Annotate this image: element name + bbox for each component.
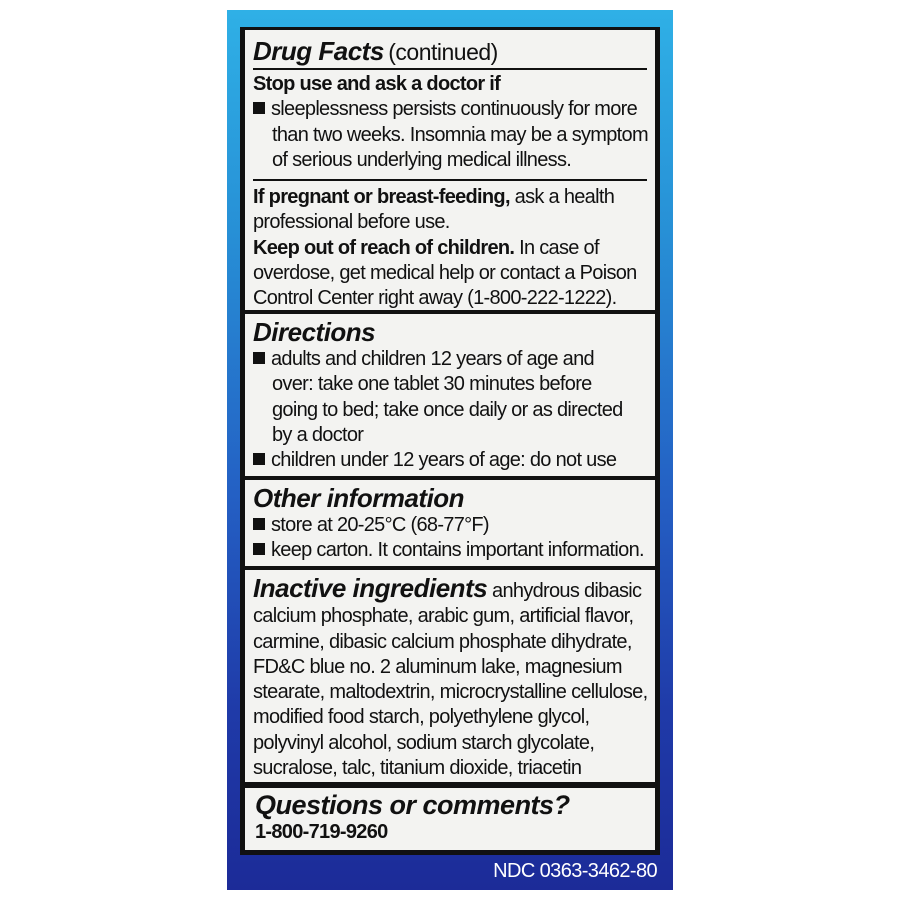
bullet-icon [253,352,265,364]
text: store at 20-25°C (68-77°F) [271,514,489,536]
text: Keep out of reach of children. [253,236,515,259]
stop-use-heading: Stop use and ask a doctor if [253,73,501,95]
text: stearate, maltodextrin, microcrystalline cellulose, [253,681,648,704]
other-info-heading: Other information [253,483,465,513]
inactive-heading: Inactive ingredients [253,573,488,603]
text: over: take one tablet 30 minutes before [272,373,592,396]
title-continued: (continued) [388,39,498,65]
text: than two weeks. Insomnia may be a symptom [272,123,648,146]
directions-bullet [253,448,647,473]
section-inactive-ingredients [245,570,655,782]
text: going to bed; take once daily or as directed [272,398,623,421]
drug-facts-title [253,36,647,70]
drug-facts-panel [240,27,660,855]
text: Control Center right away (1-800-222-1222). [253,287,617,310]
text: overdose, get medical help or contact a Poison [253,262,637,285]
text: of serious underlying medical illness. [272,148,572,171]
ndc-number: NDC 0363-3462-80 [493,860,657,882]
text: modified food starch, polyethylene glycol, [253,706,590,729]
bullet-icon [253,518,265,530]
bullet-icon [253,543,265,555]
text: In case of [514,236,599,259]
pregnant-warning [253,185,647,210]
keep-out-warning [253,236,647,261]
text: sleeplessness persists continuously for more [271,98,638,121]
title-bold: Drug Facts [253,36,384,66]
divider [253,179,647,181]
text: adults and children 12 years of age and [271,348,594,370]
section-other-information [245,480,655,566]
text: ask a health [509,186,615,209]
text: keep carton. It contains important information. [271,539,644,562]
text: sucralose, talc, titanium dioxide, triacetin [253,757,582,780]
questions-heading: Questions or comments? [255,790,570,820]
section-questions [245,788,655,850]
text: carmine, dibasic calcium phosphate dihydrate, [253,630,632,653]
text: calcium phosphate, arabic gum, artificial flavor, [253,605,634,628]
other-info-item [253,513,647,538]
text: If pregnant or breast-feeding, [253,186,510,209]
text: anhydrous dibasic [487,580,642,602]
stop-use-bullet [253,97,647,122]
bullet-icon [253,102,265,114]
text: by a doctor [272,423,364,446]
directions-heading: Directions [253,317,376,347]
bullet-icon [253,453,265,465]
section-directions [245,314,655,476]
text: children under 12 years of age: do not use [271,449,617,472]
other-info-item [253,538,647,563]
section-warnings [245,30,655,310]
text: polyvinyl alcohol, sodium starch glycolate, [253,731,595,754]
questions-phone: 1-800-719-9260 [255,821,388,843]
carton [227,10,673,890]
text: FD&C blue no. 2 aluminum lake, magnesium [253,655,622,678]
inactive-first-line [253,573,647,604]
text: professional before use. [253,211,450,234]
directions-bullet [253,347,647,372]
